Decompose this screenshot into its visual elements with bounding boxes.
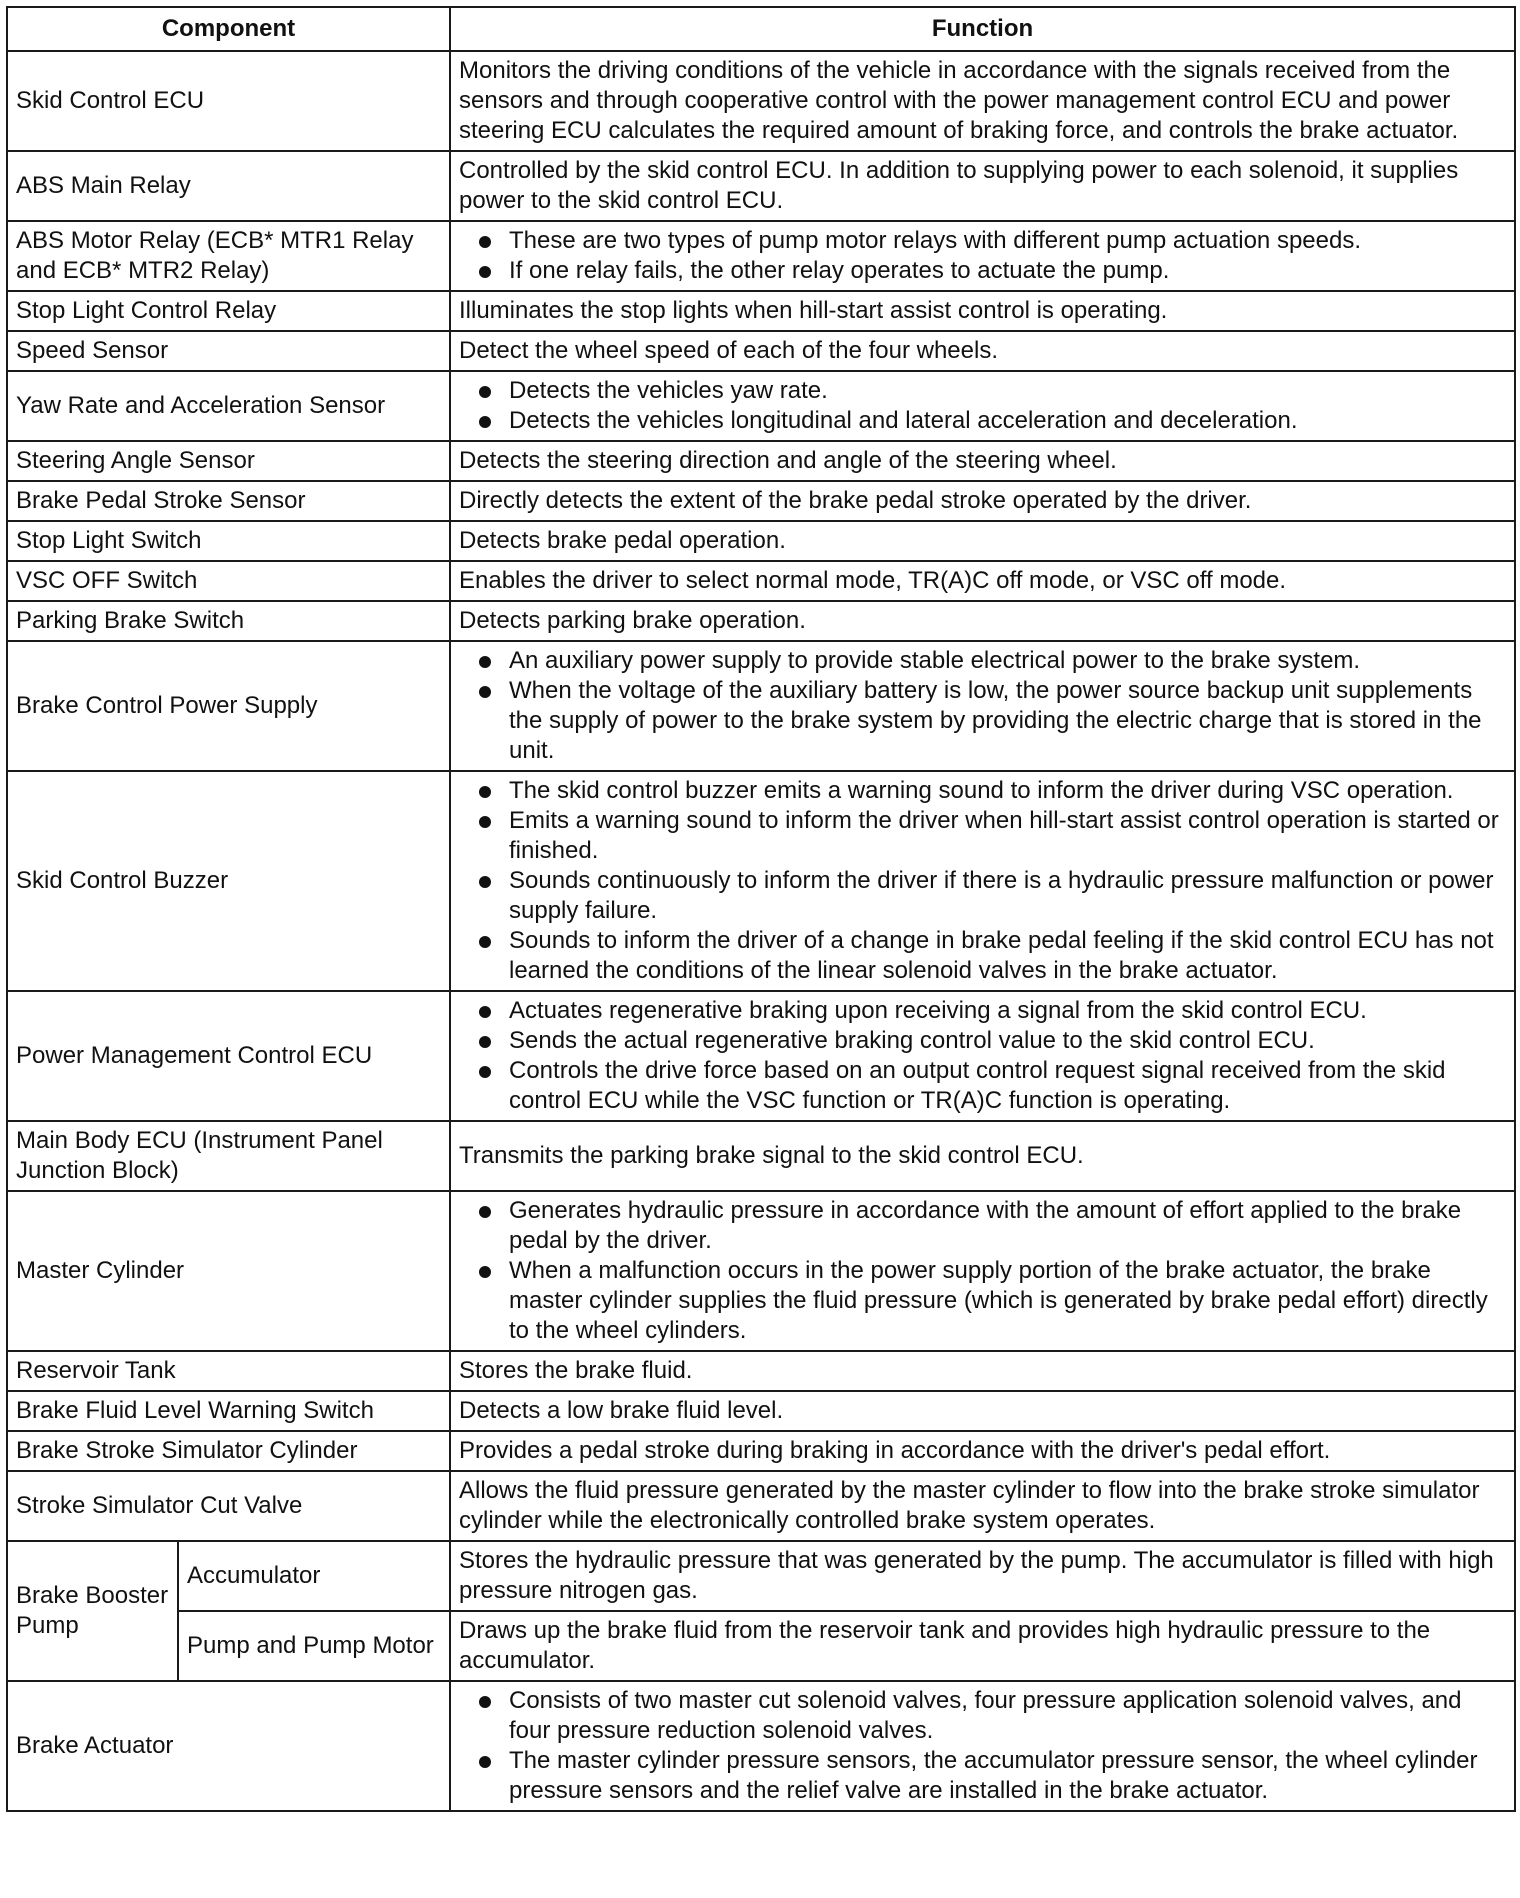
component-cell: Stop Light Switch [7,521,450,561]
function-cell: Transmits the parking brake signal to the skid control ECU. [450,1121,1515,1191]
function-bullet-list [459,646,1506,766]
component-function-table [6,6,1516,1812]
table-row [7,481,1515,521]
component-cell: Brake Pedal Stroke Sensor [7,481,450,521]
function-cell: Detects parking brake operation. [450,601,1515,641]
function-bullet-item: Detects the vehicles yaw rate. [459,376,1506,406]
function-bullet-item: When a malfunction occurs in the power supply portion of the brake actuator, the brake master cylinder supplies the fluid pressure (which is generated by brake pedal effort) directly to the wheel cylinders. [459,1256,1506,1346]
function-cell: Stores the hydraulic pressure that was generated by the pump. The accumulator is filled with high pressure nitrogen gas. [450,1541,1515,1611]
function-cell: Detects the steering direction and angle of the steering wheel. [450,441,1515,481]
table-row [7,221,1515,291]
component-group-cell: Brake Booster Pump [7,1541,178,1681]
function-bullet-item: The skid control buzzer emits a warning sound to inform the driver during VSC operation. [459,776,1506,806]
component-cell: Brake Control Power Supply [7,641,450,771]
function-cell [450,371,1515,441]
component-cell: Main Body ECU (Instrument Panel Junction Block) [7,1121,450,1191]
function-cell [450,991,1515,1121]
function-cell: Monitors the driving conditions of the vehicle in accordance with the signals received from the sensors and through cooperative control with the power management control ECU and power steering ECU calculates the required amount of braking force, and controls the brake actuator. [450,51,1515,151]
component-cell: VSC OFF Switch [7,561,450,601]
table-row [7,521,1515,561]
component-cell: Stroke Simulator Cut Valve [7,1471,450,1541]
component-cell: Skid Control Buzzer [7,771,450,991]
function-bullet-item: The master cylinder pressure sensors, the accumulator pressure sensor, the wheel cylinder pressure sensors and the relief valve are installed in the brake actuator. [459,1746,1506,1806]
table-row [7,991,1515,1121]
function-bullet-item: An auxiliary power supply to provide stable electrical power to the brake system. [459,646,1506,676]
header-function: Function [450,7,1515,51]
component-cell: Steering Angle Sensor [7,441,450,481]
table-row [7,151,1515,221]
function-bullet-item: If one relay fails, the other relay operates to actuate the pump. [459,256,1506,286]
table-row [7,641,1515,771]
function-cell: Draws up the brake fluid from the reservoir tank and provides high hydraulic pressure to the accumulator. [450,1611,1515,1681]
function-cell: Illuminates the stop lights when hill-start assist control is operating. [450,291,1515,331]
table-row [7,1541,1515,1611]
function-cell: Stores the brake fluid. [450,1351,1515,1391]
sub-component-cell: Accumulator [178,1541,450,1611]
component-cell: ABS Motor Relay (ECB* MTR1 Relay and ECB* MTR2 Relay) [7,221,450,291]
function-cell: Directly detects the extent of the brake pedal stroke operated by the driver. [450,481,1515,521]
function-bullet-list [459,1196,1506,1346]
function-cell [450,1681,1515,1811]
function-bullet-list [459,996,1506,1116]
function-bullet-item: Sounds continuously to inform the driver if there is a hydraulic pressure malfunction or power supply failure. [459,866,1506,926]
component-cell: Speed Sensor [7,331,450,371]
function-bullet-item: Detects the vehicles longitudinal and lateral acceleration and deceleration. [459,406,1506,436]
function-bullet-item: These are two types of pump motor relays with different pump actuation speeds. [459,226,1506,256]
function-bullet-list [459,376,1506,436]
component-cell: Power Management Control ECU [7,991,450,1121]
sub-component-cell: Pump and Pump Motor [178,1611,450,1681]
table-row [7,1681,1515,1811]
function-cell: Enables the driver to select normal mode, TR(A)C off mode, or VSC off mode. [450,561,1515,601]
function-cell: Allows the fluid pressure generated by the master cylinder to flow into the brake stroke simulator cylinder while the electronically controlled brake system operates. [450,1471,1515,1541]
function-cell: Detects a low brake fluid level. [450,1391,1515,1431]
table-row [7,51,1515,151]
table-header-row [7,7,1515,51]
table-row [7,601,1515,641]
function-cell: Provides a pedal stroke during braking in accordance with the driver's pedal effort. [450,1431,1515,1471]
header-component: Component [7,7,450,51]
component-function-sheet [6,6,1514,1812]
table-row [7,371,1515,441]
component-cell: Parking Brake Switch [7,601,450,641]
function-cell [450,771,1515,991]
table-row [7,1471,1515,1541]
function-bullet-list [459,1686,1506,1806]
function-cell: Detects brake pedal operation. [450,521,1515,561]
component-cell: Brake Stroke Simulator Cylinder [7,1431,450,1471]
function-bullet-list [459,226,1506,286]
function-cell [450,1191,1515,1351]
table-row [7,771,1515,991]
component-cell: Reservoir Tank [7,1351,450,1391]
function-bullet-item: Emits a warning sound to inform the driver when hill-start assist control operation is started or finished. [459,806,1506,866]
table-row [7,331,1515,371]
table-row [7,441,1515,481]
table-row [7,1351,1515,1391]
component-cell: Yaw Rate and Acceleration Sensor [7,371,450,441]
function-cell [450,641,1515,771]
table-body [7,51,1515,1811]
function-bullet-item: Consists of two master cut solenoid valves, four pressure application solenoid valves, and four pressure reduction solenoid valves. [459,1686,1506,1746]
function-bullet-item: Sends the actual regenerative braking control value to the skid control ECU. [459,1026,1506,1056]
table-row [7,561,1515,601]
component-cell: Brake Actuator [7,1681,450,1811]
component-cell: Master Cylinder [7,1191,450,1351]
table-row [7,1611,1515,1681]
function-bullet-item: Controls the drive force based on an output control request signal received from the skid control ECU while the VSC function or TR(A)C function is operating. [459,1056,1506,1116]
function-bullet-item: When the voltage of the auxiliary battery is low, the power source backup unit supplements the supply of power to the brake system by providing the electric charge that is stored in the unit. [459,676,1506,766]
table-row [7,1431,1515,1471]
function-bullet-list [459,776,1506,986]
table-row [7,1391,1515,1431]
function-bullet-item: Actuates regenerative braking upon receiving a signal from the skid control ECU. [459,996,1506,1026]
table-row [7,1121,1515,1191]
component-cell: Skid Control ECU [7,51,450,151]
component-cell: Stop Light Control Relay [7,291,450,331]
function-bullet-item: Sounds to inform the driver of a change in brake pedal feeling if the skid control ECU has not learned the conditions of the linear solenoid valves in the brake actuator. [459,926,1506,986]
function-bullet-item: Generates hydraulic pressure in accordance with the amount of effort applied to the brake pedal by the driver. [459,1196,1506,1256]
function-cell: Controlled by the skid control ECU. In addition to supplying power to each solenoid, it supplies power to the skid control ECU. [450,151,1515,221]
function-cell [450,221,1515,291]
component-cell: Brake Fluid Level Warning Switch [7,1391,450,1431]
table-row [7,1191,1515,1351]
table-row [7,291,1515,331]
component-cell: ABS Main Relay [7,151,450,221]
function-cell: Detect the wheel speed of each of the four wheels. [450,331,1515,371]
